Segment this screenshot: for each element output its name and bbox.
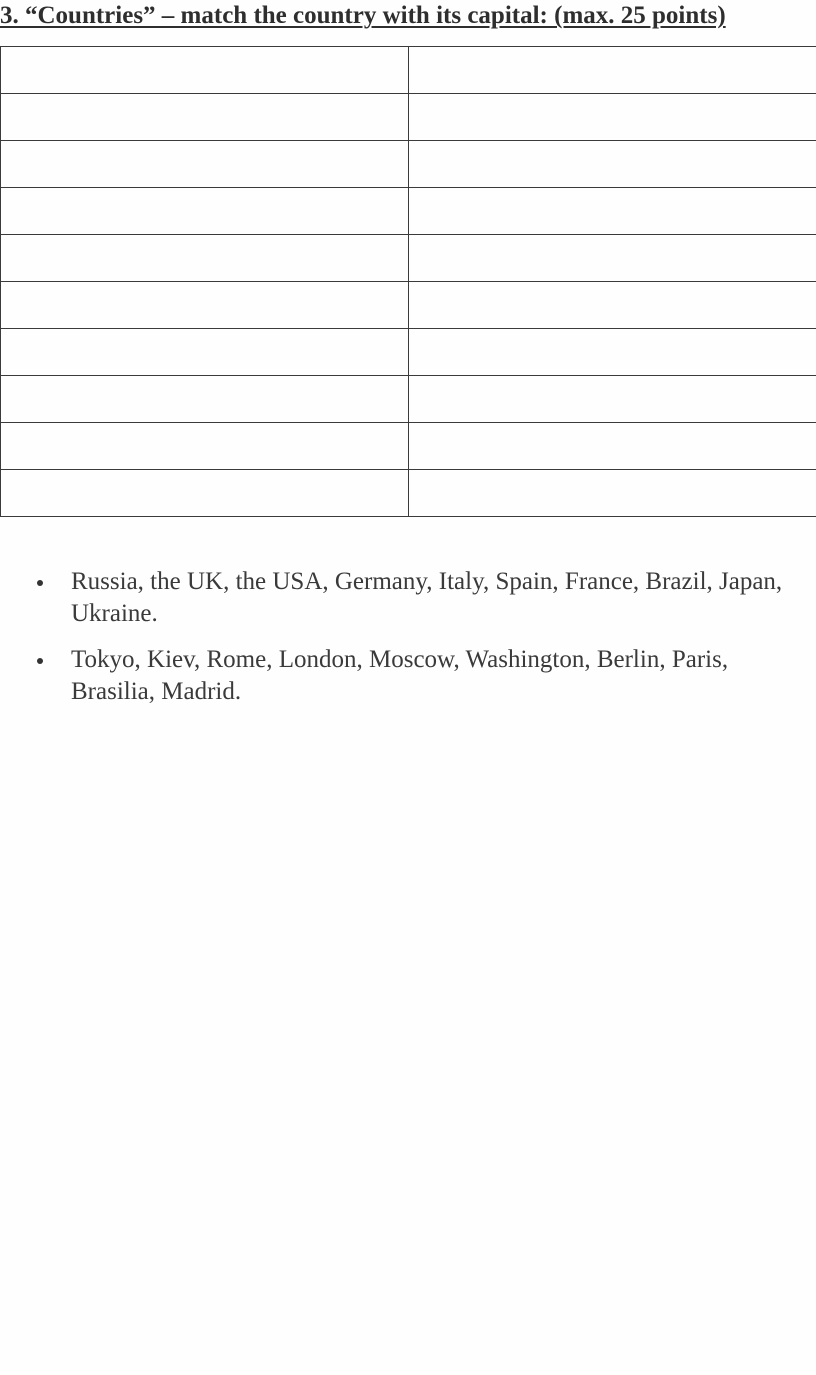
answer-row [1,188,816,235]
capital-answer-cell[interactable] [409,376,816,423]
answer-row [1,470,816,517]
capital-answer-cell[interactable] [409,235,816,282]
capital-answer-cell[interactable] [409,329,816,376]
answer-table [0,46,816,517]
country-answer-cell[interactable] [1,282,409,329]
capital-answer-cell[interactable] [409,282,816,329]
answer-row [1,282,816,329]
answer-row [1,47,816,94]
capitals-list-item [0,644,816,708]
capitals-list-text: Tokyo, Kiev, Rome, London, Moscow, Washington, Berlin, Paris, Brasilia, Madrid. [71,646,729,705]
capital-answer-cell[interactable] [409,423,816,470]
country-answer-cell[interactable] [1,141,409,188]
country-answer-cell[interactable] [1,47,409,94]
countries-list-text: Russia, the UK, the USA, Germany, Italy, Spain, France, Brazil, Japan, Ukraine. [71,568,783,627]
answer-row [1,235,816,282]
country-answer-cell[interactable] [1,470,409,517]
answer-row [1,94,816,141]
country-answer-cell[interactable] [1,188,409,235]
answer-row [1,423,816,470]
task-heading: 3. “Countries” – match the country with its capital: (max. 25 points) [0,2,726,29]
capital-answer-cell[interactable] [409,47,816,94]
capital-answer-cell[interactable] [409,470,816,517]
bullet-icon [37,580,43,586]
country-answer-cell[interactable] [1,423,409,470]
country-answer-cell[interactable] [1,329,409,376]
bullet-icon [37,658,43,664]
capital-answer-cell[interactable] [409,188,816,235]
answer-row [1,141,816,188]
answer-row [1,329,816,376]
capital-answer-cell[interactable] [409,141,816,188]
country-answer-cell[interactable] [1,235,409,282]
countries-list-item [0,566,816,630]
capital-answer-cell[interactable] [409,94,816,141]
answer-row [1,376,816,423]
country-answer-cell[interactable] [1,376,409,423]
country-answer-cell[interactable] [1,94,409,141]
answer-table-body [1,47,816,517]
word-lists [0,566,816,722]
